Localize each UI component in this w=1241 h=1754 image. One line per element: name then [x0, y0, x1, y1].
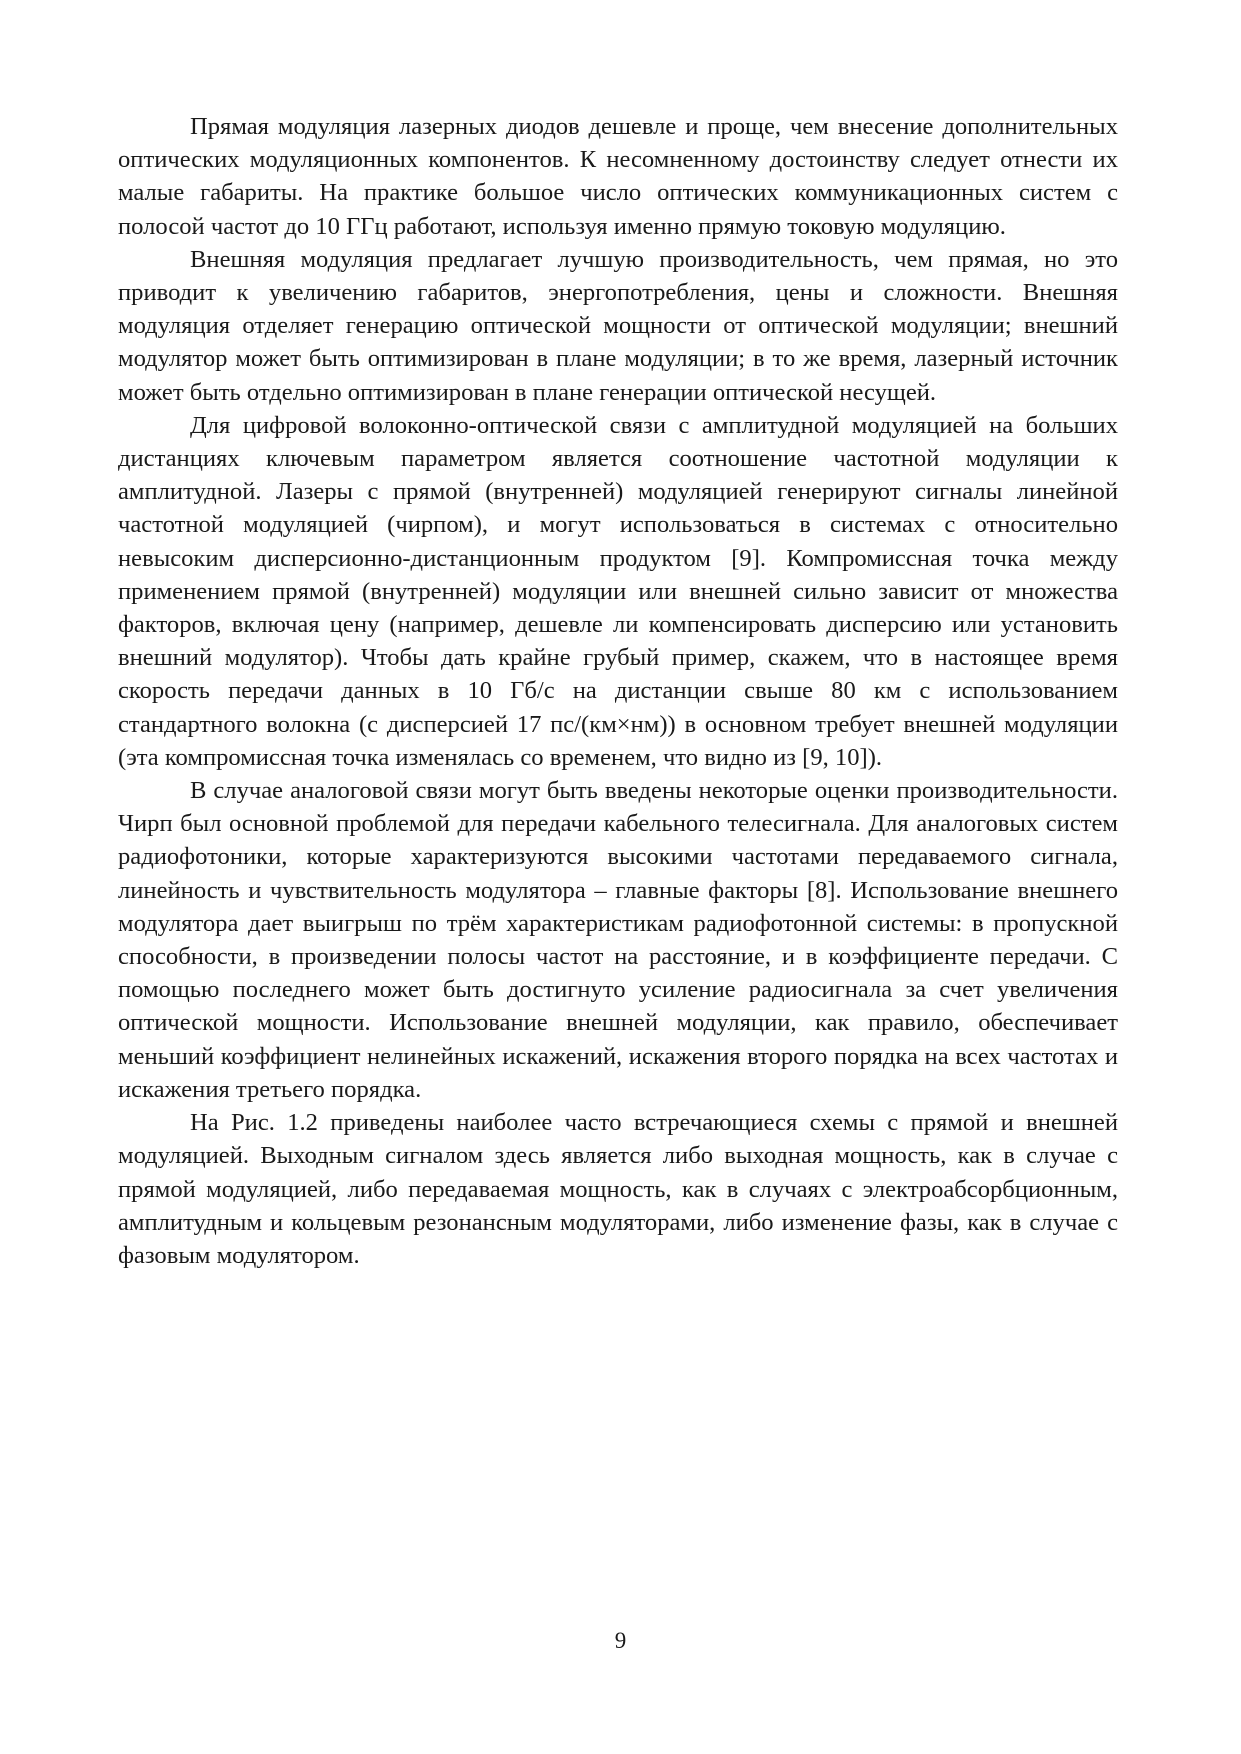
paragraph-analog-link: В случае аналоговой связи могут быть введены некоторые оценки производительности. Чирп был основной проблемой для передачи кабельного телесигнала. Для аналоговых систем радиофотоники, которые характеризуются высокими частотами передаваемого сигнала, линейность и чувствительность модулятора – главные факторы [8]. Использование внешнего модулятора дает выигрыш по трём характеристикам радиофотонной системы: в пропускной способности, в произведении полосы частот на расстояние, и в коэффициенте передачи. С помощью последнего может быть достигнуто усиление радиосигнала за счет увеличения оптической мощности. Использование внешней модуляции, как правило, обеспечивает меньший коэффициент нелинейных искажений, искажения второго порядка на всех частотах и искажения третьего порядка. [118, 777, 1118, 1103]
document-page [118, 110, 1118, 1272]
paragraph-external-modulation: Внешняя модуляция предлагает лучшую производительность, чем прямая, но это приводит к увеличению габаритов, энергопотребления, цены и сложности. Внешняя модуляция отделяет генерацию оптической мощности от оптической модуляции; внешний модулятор может быть оптимизирован в плане модуляции; в то же время, лазерный источник может быть отдельно оптимизирован в плане генерации оптической несущей. [118, 245, 1118, 406]
paragraph-direct-modulation: Прямая модуляция лазерных диодов дешевле и проще, чем внесение дополнительных оптических модуляционных компонентов. К несомненному достоинству следует отнести их малые габариты. На практике большое число оптических коммуникационных систем с полосой частот до 10 ГГц работают, используя именно прямую токовую модуляцию. [118, 113, 1118, 240]
paragraph-digital-fiber-link: Для цифровой волоконно-оптической связи с амплитудной модуляцией на больших дистанциях ключевым параметром является соотношение частотной модуляции к амплитудной. Лазеры с прямой (внутренней) модуляцией генерируют сигналы линейной частотной модуляцией (чирпом), и могут использоваться в системах с относительно невысоким дисперсионно-дистанционным продуктом [9]. Компромиссная точка между применением прямой (внутренней) модуляции или внешней сильно зависит от множества факторов, включая цену (например, дешевле ли компенсировать дисперсию или установить внешний модулятор). Чтобы дать крайне грубый пример, скажем, что в настоящее время скорость передачи данных в 10 Гб/с на дистанции свыше 80 км с использованием стандартного волокна (с дисперсией 17 пс/(км×нм)) в основном требует внешней модуляции (эта компромиссная точка изменялась со временем, что видно из [9, 10]). [118, 411, 1118, 771]
paragraph-figure-reference: На Рис. 1.2 приведены наиболее часто встречающиеся схемы с прямой и внешней модуляцией. Выходным сигналом здесь является либо выходная мощность, как в случае с прямой модуляцией, либо передаваемая мощность, как в случаях с электроабсорбционным, амплитудным и кольцевым резонансным модуляторами, либо изменение фазы, как в случае с фазовым модулятором. [118, 1109, 1118, 1269]
page-number: 9 [614, 1628, 627, 1653]
